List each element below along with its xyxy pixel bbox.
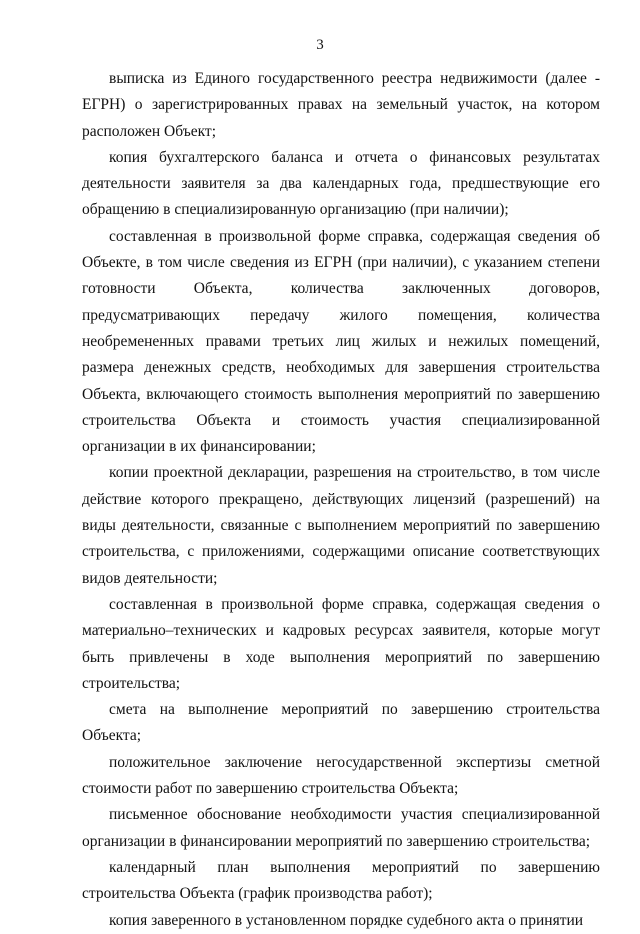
paragraph-project-declaration: копии проектной декларации, разрешения на строительство, в том числе действие которого прекращено, действующих лицензий (разрешений) на виды деятельности, связанные с выполнением мероприятий по завершению строительства, с приложениями, содержащими описание соответствующих видов деятельности; <box>82 464 600 587</box>
paragraph-schedule: календарный план выполнения мероприятий по завершению строительства Объекта (график производства работ); <box>82 858 600 903</box>
paragraph-resources-info: составленная в произвольной форме справка, содержащая сведения о материально–технических и кадровых ресурсах заявителя, которые могут быть привлечены в ходе выполнения мероприятий по завершению строительства; <box>82 595 600 692</box>
document-body <box>82 66 600 934</box>
paragraph-justification: письменное обоснование необходимости участия специализированной организации в финансировании мероприятий по завершению строительства; <box>82 806 600 850</box>
paragraph-balance-copy: копия бухгалтерского баланса и отчета о финансовых результатах деятельности заявителя за два календарных года, предшествующие его обращению в специализированную организацию (при наличии); <box>82 148 600 219</box>
paragraph-object-info: составленная в произвольной форме справка, содержащая сведения об Объекте, в том числе сведения из ЕГРН (при наличии), с указанием степени готовности Объекта, количества заключенных договоров, предусматривающих передачу жилого помещения, количества необремененных правами третьих лиц жилых и нежилых помещений, размера денежных средств, необходимых для завершения строительства Объекта, включающего стоимость выполнения мероприятий по завершению строительства Объекта и стоимость участия специализированной организации в их финансировании; <box>82 227 600 456</box>
paragraph-court-act: копия заверенного в установленном порядке судебного акта о принятии <box>109 911 584 929</box>
page-number: 3 <box>316 37 324 53</box>
paragraph-estimate: смета на выполнение мероприятий по завершению строительства Объекта; <box>82 701 600 745</box>
paragraph-expertise: положительное заключение негосударственной экспертизы сметной стоимости работ по завершению строительства Объекта; <box>82 753 600 798</box>
paragraph-egrn-extract: выписка из Единого государственного реестра недвижимости (далее - ЕГРН) о зарегистрированных правах на земельный участок, на котором расположен Объект; <box>82 70 600 140</box>
